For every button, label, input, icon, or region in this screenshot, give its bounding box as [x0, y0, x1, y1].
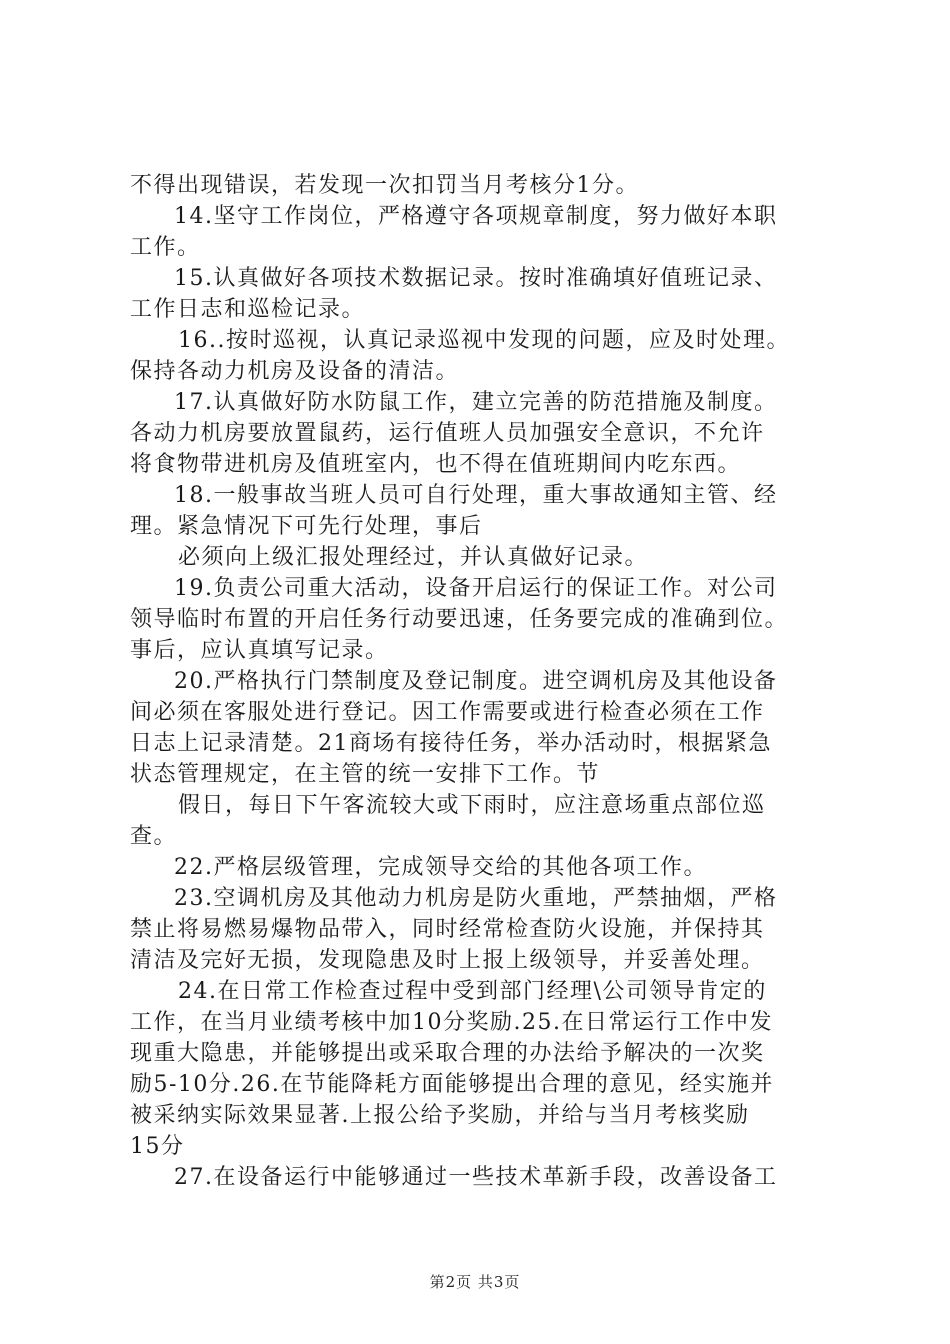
text-line: 被采纳实际效果显著.上报公给予奖励，并给与当月考核奖励	[130, 1103, 750, 1128]
text-line: 15.认真做好各项技术数据记录。按时准确填好值班记录、	[174, 266, 778, 291]
text-line: 励5-10分.26.在节能降耗方面能够提出合理的意见，经实施并	[130, 1072, 774, 1097]
text-line: 14.坚守工作岗位，严格遵守各项规章制度，努力做好本职	[174, 204, 778, 229]
text-line: 间必须在客服处进行登记。因工作需要或进行检查必须在工作	[130, 700, 765, 725]
text-line: 工作。	[130, 235, 201, 260]
text-line: 清洁及完好无损，发现隐患及时上报上级领导，并妥善处理。	[130, 948, 765, 973]
text-line: 16..按时巡视，认真记录巡视中发现的问题，应及时处理。	[178, 328, 790, 353]
text-line: 领导临时布置的开启任务行动要迅速，任务要完成的准确到位。	[130, 607, 789, 632]
page-footer: 第2页 共3页	[429, 1273, 521, 1291]
body-text	[130, 170, 830, 1193]
text-line: 22.严格层级管理，完成领导交给的其他各项工作。	[174, 855, 707, 880]
text-line: 18.一般事故当班人员可自行处理，重大事故通知主管、经	[174, 483, 778, 508]
text-line: 必须向上级汇报处理经过，并认真做好记录。	[178, 545, 649, 570]
text-line: 20.严格执行门禁制度及登记制度。进空调机房及其他设备	[174, 669, 778, 694]
text-line: 事后，应认真填写记录。	[130, 638, 389, 663]
text-line: 不得出现错误，若发现一次扣罚当月考核分1分。	[130, 173, 639, 198]
text-line: 保持各动力机房及设备的清洁。	[130, 359, 460, 384]
text-line: 24.在日常工作检查过程中受到部门经理\公司领导肯定的	[178, 979, 767, 1004]
text-line: 17.认真做好防水防鼠工作，建立完善的防范措施及制度。	[174, 390, 778, 415]
text-line: 工作，在当月业绩考核中加10分奖励.25.在日常运行工作中发	[130, 1010, 773, 1035]
text-line: 工作日志和巡检记录。	[130, 297, 366, 322]
text-line: 各动力机房要放置鼠药，运行值班人员加强安全意识，不允许	[130, 421, 765, 446]
text-line: 将食物带进机房及值班室内，也不得在值班期间内吃东西。	[130, 452, 742, 477]
text-line: 假日，每日下午客流较大或下雨时，应注意场重点部位巡	[178, 793, 766, 818]
text-line: 状态管理规定，在主管的统一安排下工作。节	[130, 762, 601, 787]
text-line: 理。紧急情况下可先行处理，事后	[130, 514, 483, 539]
text-line: 23.空调机房及其他动力机房是防火重地，严禁抽烟，严格	[174, 886, 778, 911]
text-line: 查。	[130, 824, 178, 849]
text-line: 禁止将易燃易爆物品带入，同时经常检查防火设施，并保持其	[130, 917, 765, 942]
text-line: 27.在设备运行中能够通过一些技术革新手段，改善设备工	[174, 1165, 778, 1190]
text-line: 日志上记录清楚。21商场有接待任务，举办活动时，根据紧急	[130, 731, 772, 756]
text-line: 15分	[130, 1134, 185, 1159]
text-line: 19.负责公司重大活动，设备开启运行的保证工作。对公司	[174, 576, 778, 601]
text-line: 现重大隐患，并能够提出或采取合理的办法给予解决的一次奖	[130, 1041, 765, 1066]
